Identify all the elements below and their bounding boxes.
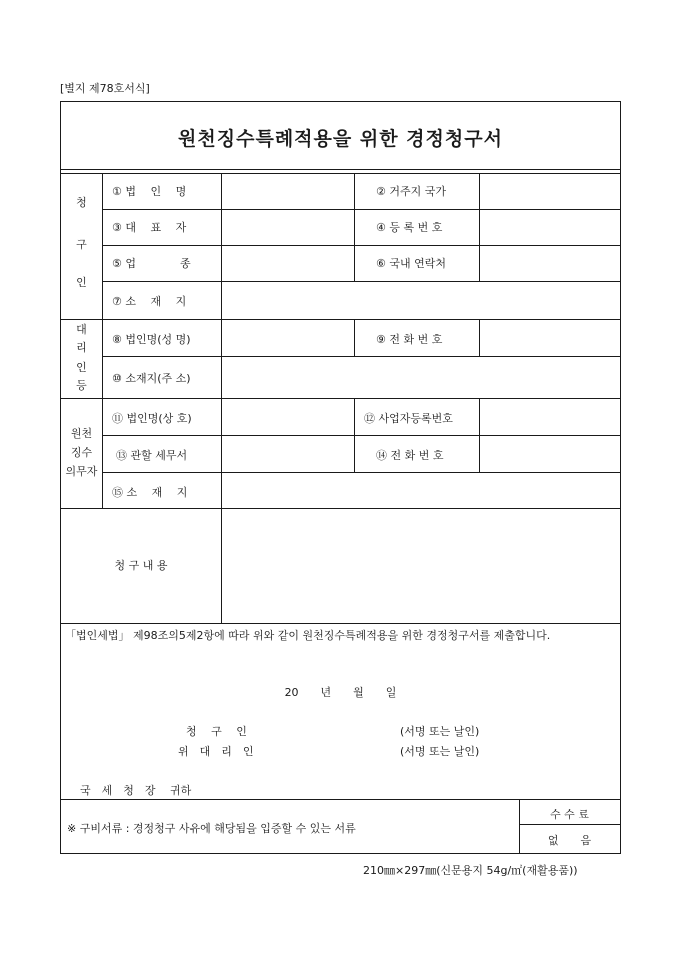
attachments-note: ※ 구비서류 : 경정청구 사유에 해당됨을 입증할 수 있는 서류 (67, 822, 356, 835)
section-column-divider (102, 173, 103, 508)
agent-name-label: ⑧ 법인명(성 명) (112, 333, 191, 346)
representative-label: ③ 대 표 자 (112, 221, 187, 234)
claim-form (60, 101, 621, 854)
middle-divider-agent (354, 319, 355, 356)
row-line (102, 356, 620, 357)
fee-row-line (519, 824, 620, 825)
fee-value: 없 음 (547, 834, 592, 847)
declaration-text: 「법인세법」 제98조의5제2항에 따라 위와 같이 원천징수특례적용을 위한 경정청구서를 제출합니다. (65, 629, 551, 642)
registration-no-label: ④ 등 록 번 호 (376, 221, 443, 234)
withholder-name-label: ⑪ 법인명(상 호) (112, 412, 192, 425)
withholder-label-2: 징수 (70, 446, 93, 459)
agent-signature-note: (서명 또는 날인) (400, 745, 480, 758)
business-reg-no-label: ⑫ 사업자등록번호 (364, 412, 453, 425)
row-line (102, 435, 620, 436)
withholder-label-1: 원천 (70, 427, 93, 440)
right-label-divider-claimant (479, 173, 480, 281)
claimant-signature-note: (서명 또는 날인) (400, 725, 480, 738)
title-box (61, 102, 620, 170)
section-line (61, 319, 620, 320)
agent-phone-label: ⑨ 전 화 번 호 (376, 333, 443, 346)
agent-label-2: 리 (76, 341, 87, 354)
right-label-divider-agent (479, 319, 480, 356)
row-line (102, 209, 620, 210)
section-line (61, 623, 620, 624)
agent-signature-label: 위 대 리 인 (178, 745, 254, 758)
section-line (61, 799, 620, 800)
withholder-location-label: ⑮ 소 재 지 (112, 486, 188, 499)
business-type-label: ⑤ 업 종 (112, 257, 191, 270)
domestic-contact-label: ⑥ 국내 연락처 (376, 257, 446, 270)
paper-spec: 210㎜×297㎜(신문용지 54g/㎡(재활용품)) (363, 864, 578, 877)
section-line (61, 508, 620, 509)
addressee: 국 세 청 장 귀하 (80, 784, 192, 797)
location-label: ⑦ 소 재 지 (112, 295, 187, 308)
withholder-label-3: 의무자 (65, 465, 98, 478)
row-line (102, 281, 620, 282)
section-line (61, 398, 620, 399)
fee-label: 수 수 료 (550, 808, 589, 821)
date-line: 20 년 월 일 (284, 686, 397, 699)
claimant-label-1: 청 (76, 196, 87, 209)
row-line (102, 245, 620, 246)
agent-label-3: 인 (76, 361, 87, 374)
residence-country-label: ② 거주지 국가 (376, 185, 446, 198)
middle-divider-claimant (354, 173, 355, 281)
claimant-label-3: 인 (76, 276, 87, 289)
form-reference: [별지 제78호서식] (60, 82, 150, 95)
row-line (102, 472, 620, 473)
agent-address-label: ⑩ 소재지(주 소) (112, 372, 191, 385)
claim-content-label: 청 구 내 용 (114, 559, 168, 572)
claimant-label-2: 구 (76, 238, 87, 251)
form-title: 원천징수특례적용을 위한 경정청구서 (178, 128, 503, 150)
agent-label-1: 대 (76, 323, 87, 336)
withholder-phone-label: ⑭ 전 화 번 호 (376, 449, 444, 462)
agent-label-4: 등 (76, 379, 87, 392)
title-double-line (61, 173, 620, 174)
tax-office-label: ⑬ 관할 세무서 (116, 449, 188, 462)
corp-name-label: ① 법 인 명 (112, 185, 187, 198)
claimant-signature-label: 청 구 인 (186, 725, 247, 738)
